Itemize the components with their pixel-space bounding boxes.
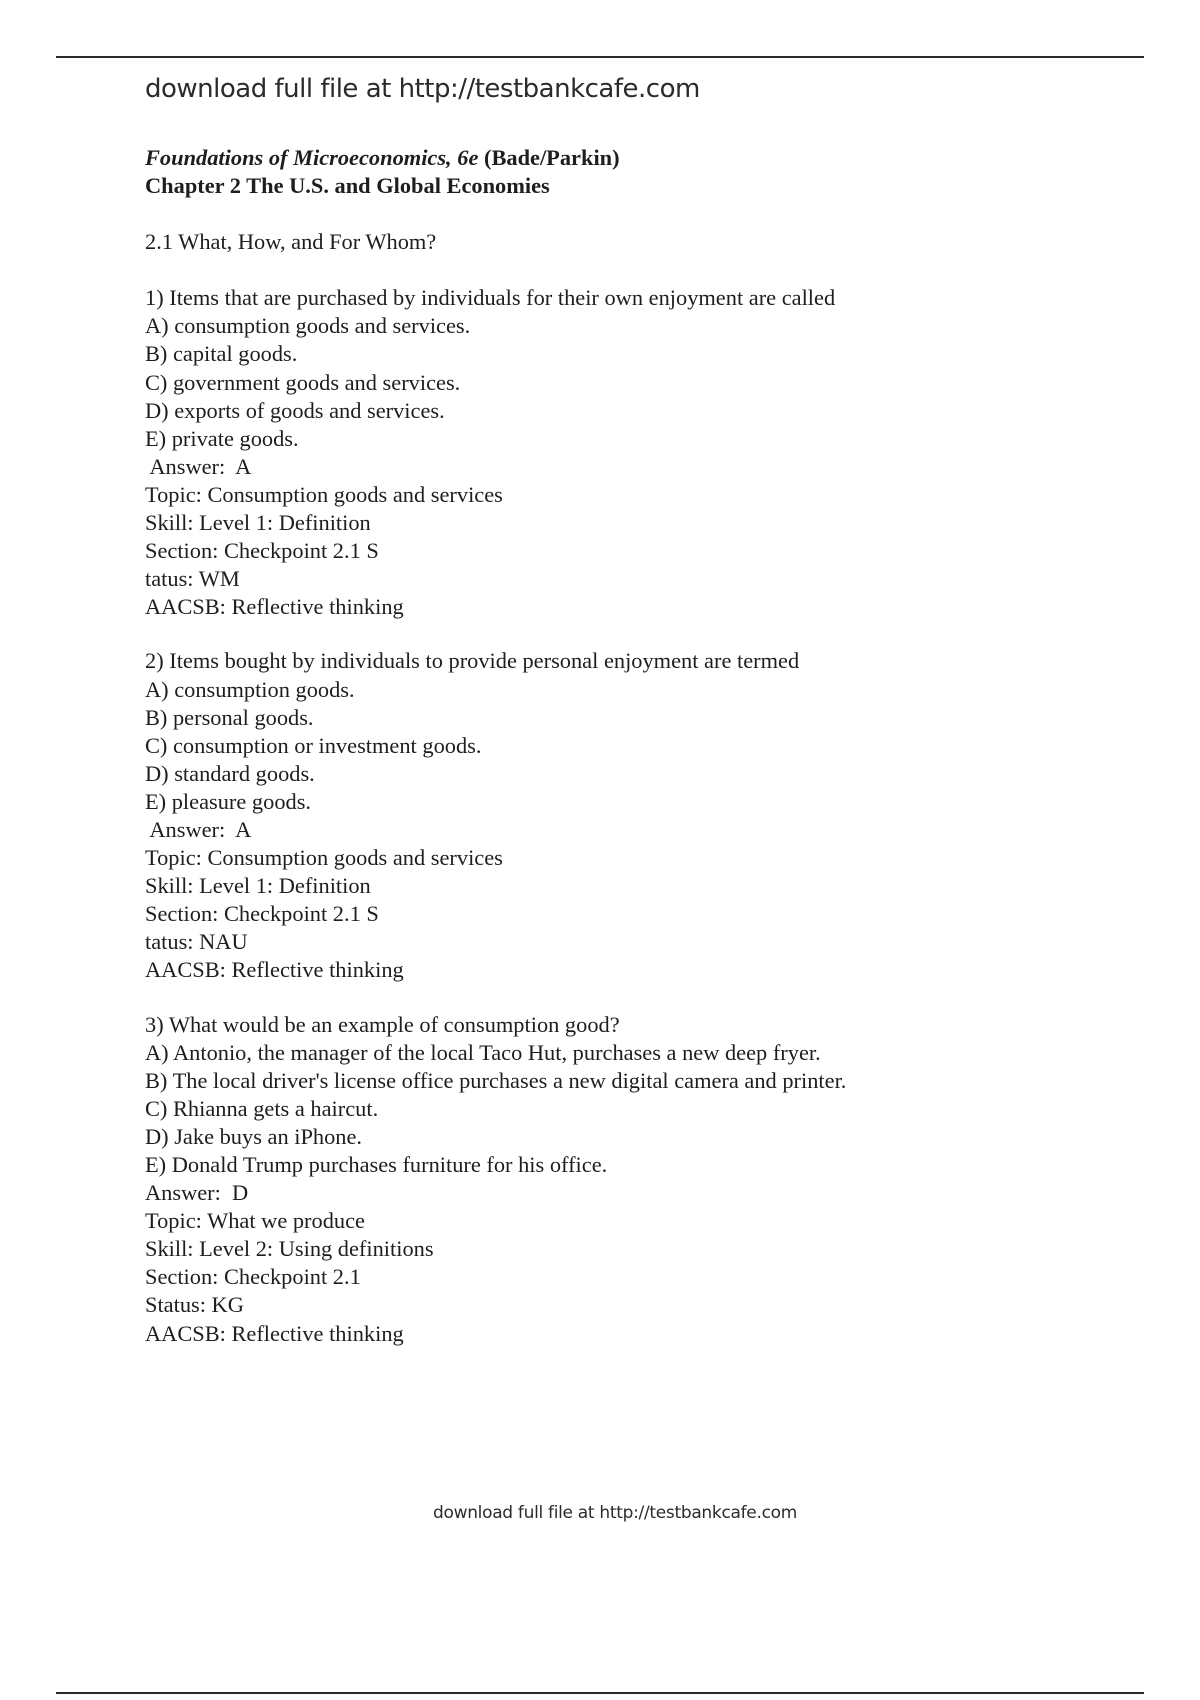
topic-line: Topic: What we produce [145, 1208, 365, 1234]
section-heading: 2.1 What, How, and For Whom? [145, 229, 437, 255]
skill-line: Skill: Level 2: Using definitions [145, 1236, 434, 1262]
option-c: C) Rhianna gets a haircut. [145, 1095, 379, 1121]
status-line: tatus: WM [145, 566, 240, 592]
section-line: Section: Checkpoint 2.1 S [145, 538, 379, 564]
book-authors: (Bade/Parkin) [478, 145, 620, 170]
header-download-text: download full file at http://testbankcafe.com [145, 74, 700, 104]
question-2 [145, 647, 1145, 984]
question-stem: 2) Items bought by individuals to provide personal enjoyment are termed [145, 648, 800, 674]
book-title: Foundations of Microeconomics, 6e [145, 145, 479, 170]
option-b: B) The local driver's license office purchases a new digital camera and printer. [145, 1067, 847, 1093]
question-3 [145, 1011, 1145, 1348]
footer-download-text: download full file at http://testbankcafe.com [433, 1503, 797, 1523]
topic-line: Topic: Consumption goods and services [145, 481, 503, 507]
answer-line: Answer: A [145, 453, 252, 479]
question-1 [145, 284, 1145, 621]
option-a: A) consumption goods and services. [145, 313, 471, 339]
status-line: tatus: NAU [145, 929, 248, 955]
option-b: B) capital goods. [145, 341, 298, 367]
answer-line: Answer: D [145, 1180, 249, 1206]
option-c: C) consumption or investment goods. [145, 732, 482, 758]
option-e: E) Donald Trump purchases furniture for his office. [145, 1152, 608, 1177]
question-stem: 1) Items that are purchased by individuals for their own enjoyment are called [145, 285, 836, 311]
option-a: A) consumption goods. [145, 676, 355, 702]
topic-line: Topic: Consumption goods and services [145, 845, 503, 871]
option-b: B) personal goods. [145, 704, 314, 730]
bottom-divider [56, 1692, 1144, 1694]
option-d: D) Jake buys an iPhone. [145, 1123, 363, 1149]
status-line: Status: KG [145, 1292, 244, 1318]
top-divider [56, 56, 1144, 58]
skill-line: Skill: Level 1: Definition [145, 873, 371, 899]
option-d: D) standard goods. [145, 760, 315, 786]
option-d: D) exports of goods and services. [145, 397, 445, 423]
chapter-title: Chapter 2 The U.S. and Global Economies [145, 173, 550, 199]
section-line: Section: Checkpoint 2.1 [145, 1264, 361, 1290]
option-c: C) government goods and services. [145, 369, 461, 395]
section-line: Section: Checkpoint 2.1 S [145, 901, 379, 927]
option-e: E) pleasure goods. [145, 788, 312, 814]
book-title-line [145, 144, 1145, 172]
aacsb-line: AACSB: Reflective thinking [145, 594, 404, 620]
option-e: E) private goods. [145, 425, 299, 451]
option-a: A) Antonio, the manager of the local Taco Hut, purchases a new deep fryer. [145, 1039, 821, 1065]
document-body [145, 144, 1145, 1348]
aacsb-line: AACSB: Reflective thinking [145, 1320, 404, 1346]
question-stem: 3) What would be an example of consumption good? [145, 1011, 620, 1037]
answer-line: Answer: A [145, 816, 252, 842]
skill-line: Skill: Level 1: Definition [145, 510, 371, 536]
aacsb-line: AACSB: Reflective thinking [145, 957, 404, 983]
